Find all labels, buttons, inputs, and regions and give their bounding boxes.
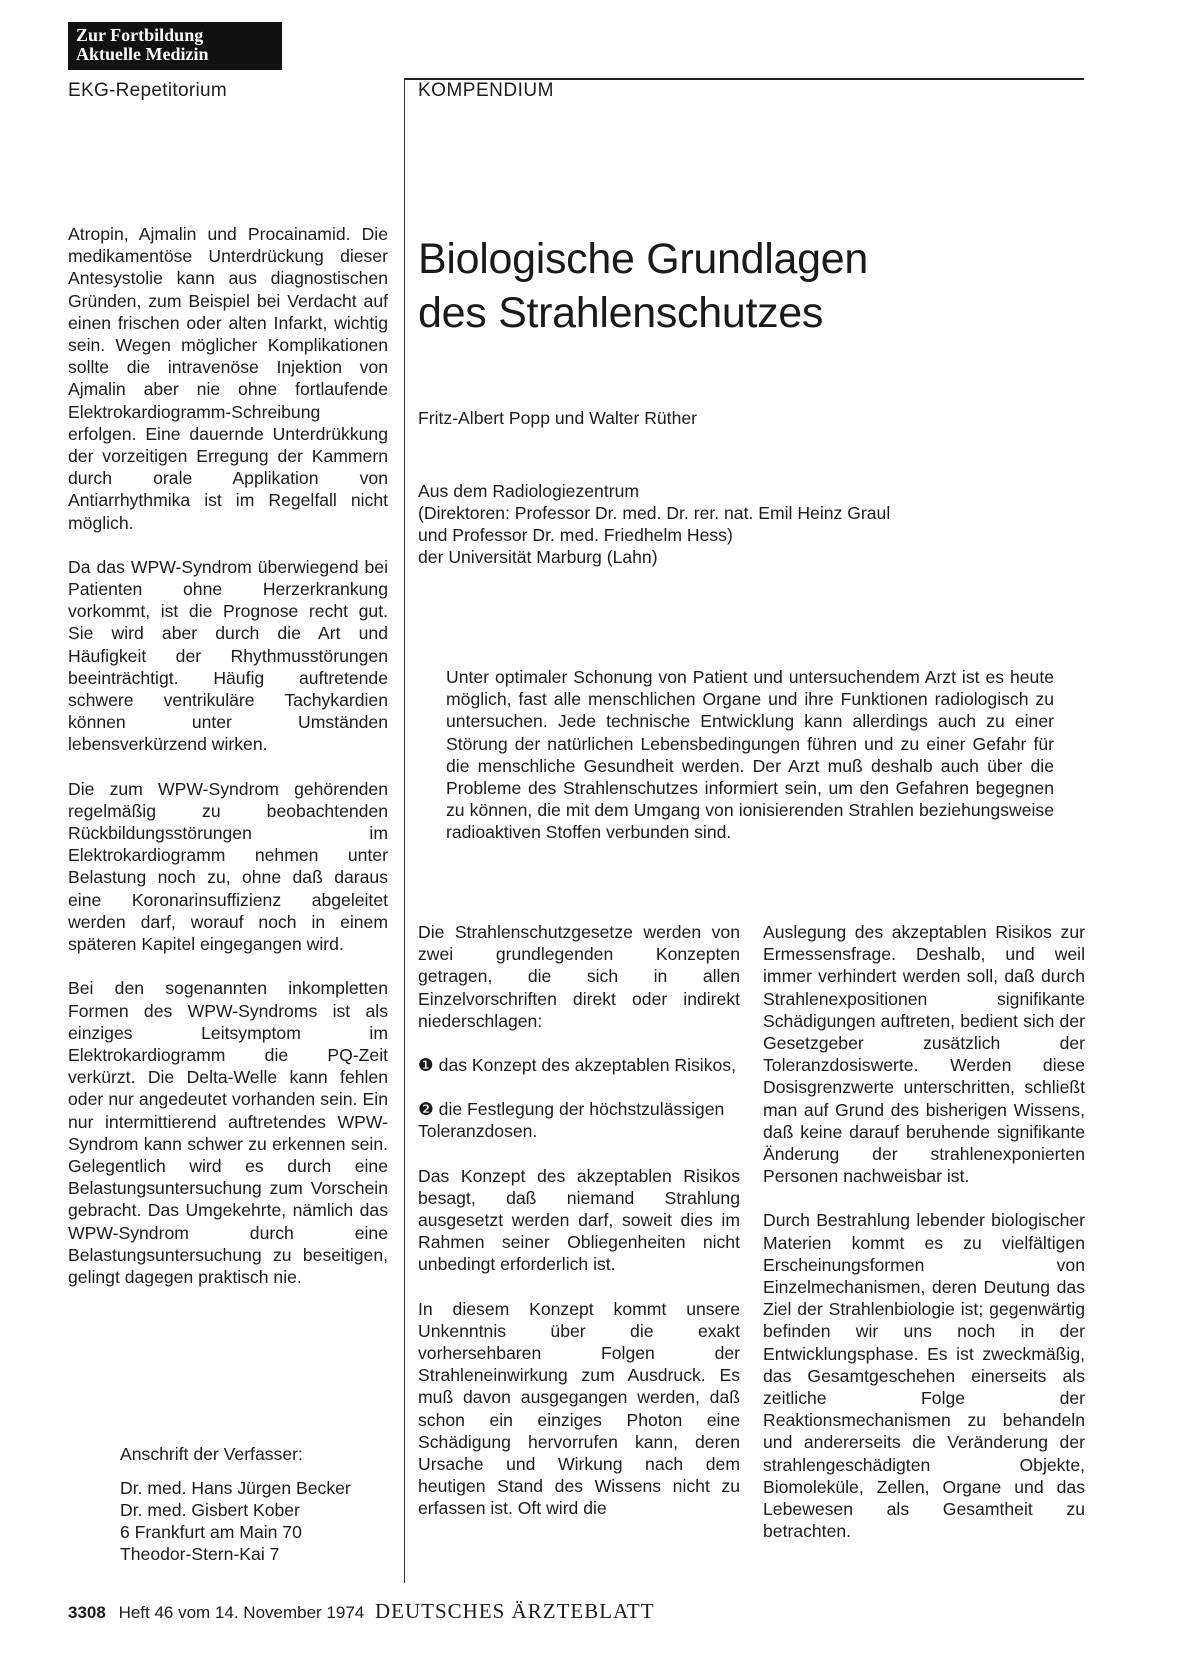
section-badge: [68, 22, 282, 70]
right-paragraph: Auslegung des akzeptablen Risikos zur Ermessensfrage. Deshalb, und weil immer verhindert werden soll, daß durch Strahlenexpositionen signifikante Schädigungen auftreten, bedient sich der Gesetzgeber zusätzlich der Toleranzdosiswerte. Werden diese Dosisgrenzwerte unterschritten, schließt man auf Grund des bisherigen Wissens, daß keine darauf beruhende signifikante Änderung der strahlenexponierten Personen nachweisbar ist.: [763, 922, 1085, 1187]
right-paragraph: Durch Bestrahlung lebender biologischer Materien kommt es zu vielfältigen Erscheinungsformen von Einzelmechanismen, deren Deutung das Ziel der Strahlenbiologie ist; gegenwärtig befinden wir uns noch in der Entwicklungsphase. Es ist zweckmäßig, das Gesamtgeschehen einerseits als zeitliche Folge der Reaktionsmechanismen zu behandeln und andererseits die Veränderung der strahlengeschädigten Objekte, Biomoleküle, Zellen, Organe und das Lebewesen als Gesamtheit zu betrachten.: [763, 1210, 1085, 1542]
middle-paragraph: Die Strahlenschutzgesetze werden von zwei grundlegenden Konzepten getragen, die sich in allen Einzelvorschriften direkt oder indirekt niederschlagen:: [418, 922, 740, 1031]
left-column: [68, 223, 388, 1310]
badge-line-2: Aktuelle Medizin: [76, 44, 209, 64]
address-line: Dr. med. Hans Jürgen Becker: [120, 1478, 351, 1498]
article-abstract: Unter optimaler Schonung von Patient und untersuchendem Arzt ist es heute möglich, fast alle menschlichen Organe und ihre Funktionen radiologisch zu untersuchen. Jede technische Entwicklung kann allerdings auch zu einer Störung der natürlichen Lebensbedingungen führen und zu einer Gefahr für die menschliche Gesundheit werden. Der Arzt muß deshalb auch über die Probleme des Strahlenschutzes informiert sein, um den Gefahren begegnen zu können, die mit dem Umgang von ionisierenden Strahlen beziehungsweise radioaktiven Stoffen verbunden sind.: [446, 667, 1054, 843]
article-affiliation: [418, 480, 890, 568]
left-paragraph: Bei den sogenannten inkompletten Formen des WPW-Syndroms ist als einziges Leitsymptom im Elektrokardiogramm die PQ-Zeit verkürzt. Die Delta-Welle kann fehlen oder nur angedeutet vorhanden sein. Ein nur intermittierend auftretendes WPW-Syndrom kann schwer zu erkennen sein. Gelegentlich wird es durch eine Belastungsuntersuchung zum Vorschein gebracht. Das Umgekehrte, nämlich das WPW-Syndrom durch eine Belastungsuntersuchung zu beseitigen, gelingt dagegen praktisch nie.: [68, 978, 388, 1287]
affiliation-line: Aus dem Radiologiezentrum: [418, 481, 640, 501]
address-line: Dr. med. Gisbert Kober: [120, 1500, 300, 1520]
article-authors: Fritz-Albert Popp und Walter Rüther: [418, 408, 697, 428]
left-paragraph: Da das WPW-Syndrom überwiegend bei Patienten ohne Herzerkrankung vorkommt, ist die Prognose recht gut. Sie wird aber durch die Art und Häufigkeit der Rhythmusstörungen beeinträchtigt. Häufig auftretende schwere ventrikuläre Tachykardien können unter Umständen lebensverkürzend wirken.: [68, 556, 388, 755]
affiliation-line: der Universität Marburg (Lahn): [418, 547, 658, 567]
address-line: 6 Frankfurt am Main 70: [120, 1522, 302, 1542]
affiliation-line: (Direktoren: Professor Dr. med. Dr. rer. nat. Emil Heinz Graul: [418, 503, 891, 523]
affiliation-line: und Professor Dr. med. Friedhelm Hess): [418, 525, 733, 545]
column-divider: [404, 78, 405, 1583]
list-item: [418, 1098, 740, 1142]
badge-line-1: Zur Fortbildung: [76, 25, 204, 45]
journal-name: DEUTSCHES ÄRZTEBLATT: [374, 1599, 655, 1623]
list-item-text: das Konzept des akzeptablen Risikos,: [438, 1055, 736, 1076]
section-label-right: KOMPENDIUM: [418, 80, 554, 101]
section-label-left: EKG-Repetitorium: [68, 80, 227, 101]
article-title: [418, 232, 1058, 340]
list-marker-2: ❷: [418, 1099, 434, 1120]
page-number: 3308: [68, 1603, 106, 1622]
right-column: [763, 921, 1085, 1564]
address-lead: Anschrift der Verfasser:: [120, 1444, 303, 1464]
middle-paragraph: In diesem Konzept kommt unsere Unkenntnis über die exakt vorhersehbaren Folgen der Strahleneinwirkung zum Ausdruck. Es muß davon ausgegangen werden, daß schon ein einziges Photon eine Schädigung hervorrufen kann, deren Ursache und Wirkung nach dem heutigen Stand des Wissens nicht zu erfassen ist. Oft wird die: [418, 1298, 740, 1519]
left-paragraph: Die zum WPW-Syndrom gehörenden regelmäßig zu beobachtenden Rückbildungsstörungen im Elektrokardiogramm nehmen unter Belastung noch zu, ohne daß daraus eine Koronarinsuffizienz abgeleitet werden darf, worauf noch in einem späteren Kapitel eingegangen wird.: [68, 778, 388, 955]
title-line-2: des Strahlenschutzes: [418, 289, 824, 337]
address-line: Theodor-Stern-Kai 7: [120, 1544, 280, 1564]
list-marker-1: ❶: [418, 1055, 434, 1076]
page-footer: [68, 1599, 655, 1624]
list-item-text: die Festlegung der höchstzulässigen Toleranzdosen.: [418, 1099, 725, 1142]
middle-paragraph: Das Konzept des akzeptablen Risikos besagt, daß niemand Strahlung ausgesetzt werden darf, soweit dies im Rahmen seiner Obliegenheiten nicht unbedingt erforderlich ist.: [418, 1165, 740, 1275]
author-address: [120, 1443, 351, 1565]
middle-column: [418, 921, 740, 1542]
left-paragraph: Atropin, Ajmalin und Procainamid. Die medikamentöse Unterdrückung dieser Antesystolie kann aus diagnostischen Gründen, zum Beispiel bei Verdacht auf einen frischen oder alten Infarkt, wichtig sein. Wegen möglicher Komplikationen sollte die intravenöse Injektion von Ajmalin aber nie ohne fortlaufende Elektrokardiogramm-Schreibung erfolgen. Eine dauernde Unterdrükkung der vorzeitigen Erregung der Kammern durch orale Applikation von Antiarrhythmika ist im Regelfall nicht möglich.: [68, 224, 388, 533]
title-line-1: Biologische Grundlagen: [418, 235, 868, 283]
issue-info: Heft 46 vom 14. November 1974: [118, 1603, 365, 1622]
list-item: [418, 1054, 740, 1076]
